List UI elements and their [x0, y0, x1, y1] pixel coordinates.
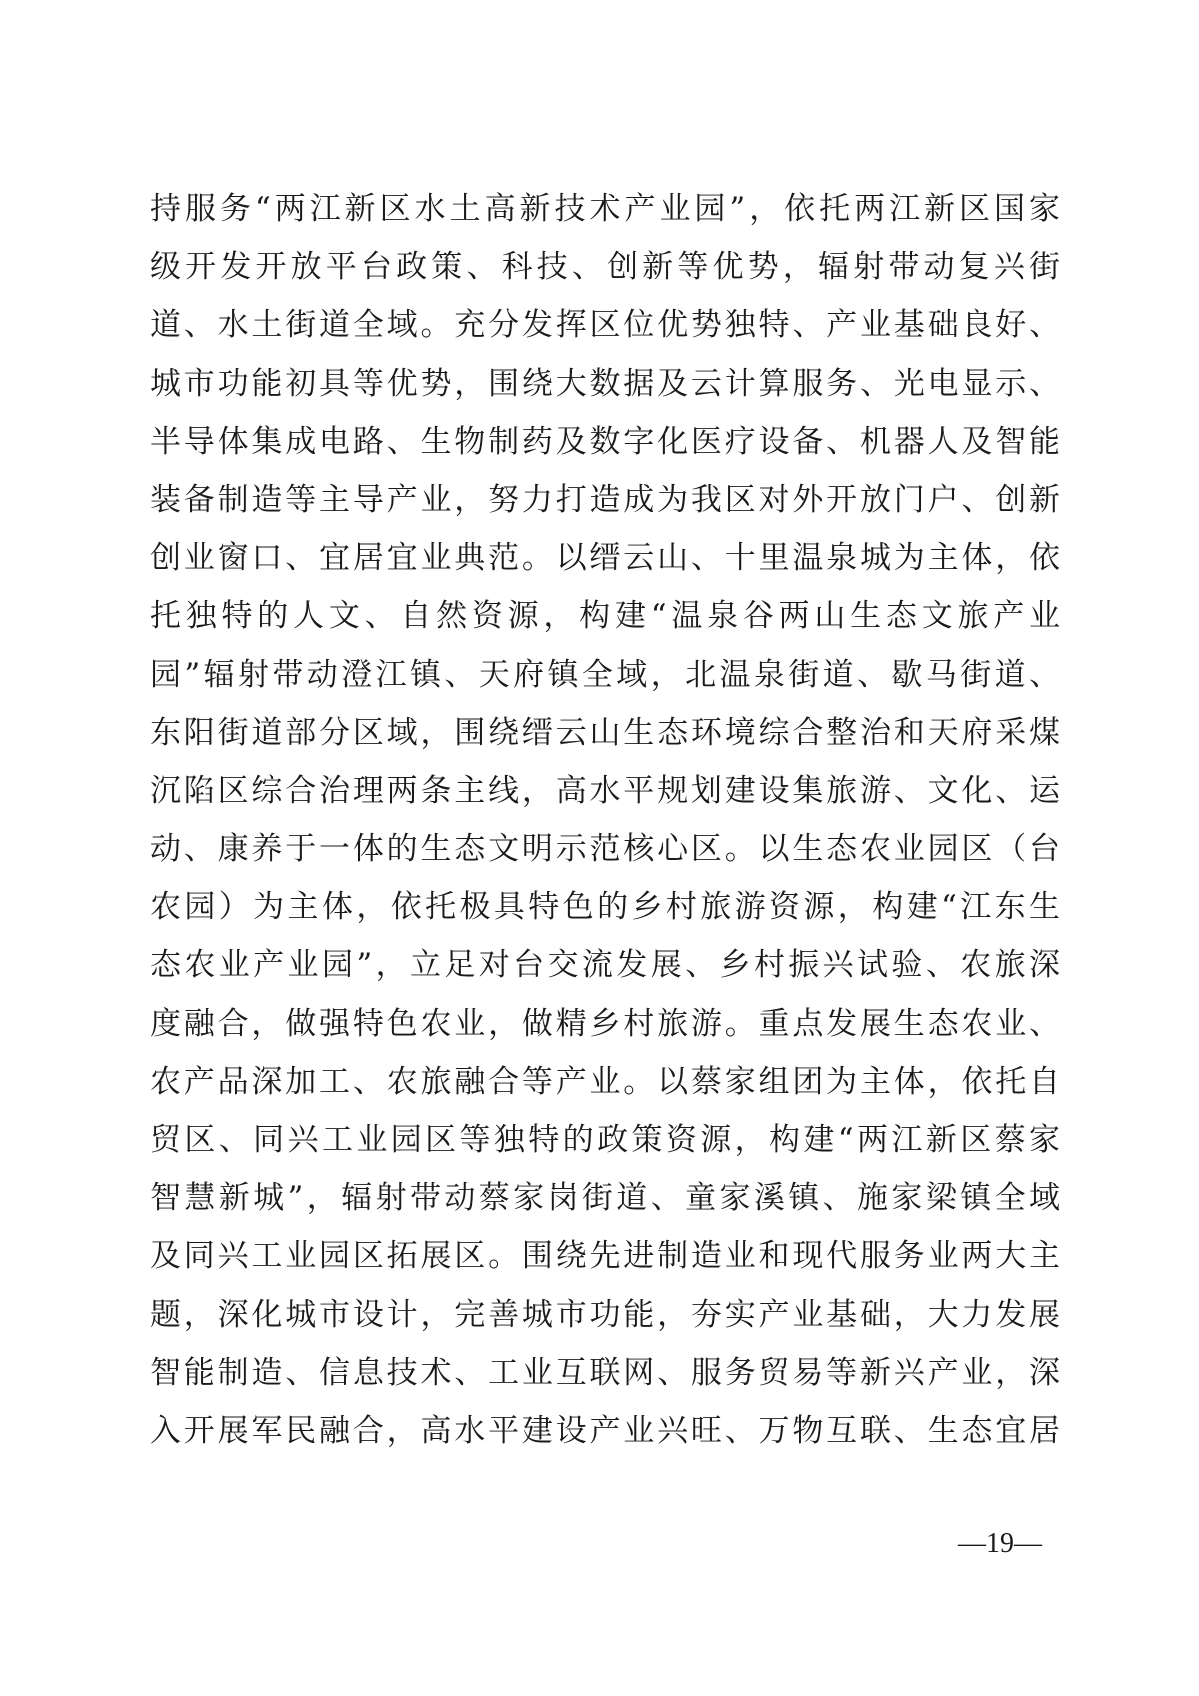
text-line: 级开发开放平台政策、科技、创新等优势，辐射带动复兴街 — [150, 249, 1060, 286]
text-line: 托独特的人文、自然资源，构建“温泉谷两山生态文旅产业 — [150, 598, 1060, 635]
text-line: 沉陷区综合治理两条主线，高水平规划建设集旅游、文化、运 — [150, 772, 1060, 809]
text-line: 持服务“两江新区水土高新技术产业园”，依托两江新区国家 — [150, 191, 1060, 227]
page-number: —19— — [958, 1528, 1042, 1559]
text-line: 动、康养于一体的生态文明示范核心区。以生态农业园区（台 — [150, 831, 1060, 868]
text-line: 态农业产业园”，立足对台交流发展、乡村振兴试验、农旅深 — [150, 947, 1060, 984]
text-line: 装备制造等主导产业，努力打造成为我区对外开放门户、创新 — [150, 481, 1060, 518]
text-line: 贸区、同兴工业园区等独特的政策资源，构建“两江新区蔡家 — [150, 1122, 1060, 1158]
text-line: 及同兴工业园区拓展区。围绕先进制造业和现代服务业两大主 — [150, 1238, 1060, 1275]
text-line: 农产品深加工、农旅融合等产业。以蔡家组团为主体，依托自 — [150, 1063, 1060, 1100]
text-line: 题，深化城市设计，完善城市功能，夯实产业基础，大力发展 — [150, 1296, 1060, 1333]
text-line: 创业窗口、宜居宜业典范。以缙云山、十里温泉城为主体，依 — [150, 540, 1060, 577]
text-line: 度融合，做强特色农业，做精乡村旅游。重点发展生态农业、 — [150, 1005, 1060, 1042]
body-text — [150, 180, 1060, 1460]
text-line: 半导体集成电路、生物制药及数字化医疗设备、机器人及智能 — [150, 423, 1060, 460]
text-line: 道、水土街道全域。充分发挥区位优势独特、产业基础良好、 — [150, 307, 1060, 344]
text-line: 智慧新城”，辐射带动蔡家岗街道、童家溪镇、施家梁镇全域 — [150, 1180, 1060, 1217]
text-line: 城市功能初具等优势，围绕大数据及云计算服务、光电显示、 — [150, 365, 1060, 402]
text-line: 园”辐射带动澄江镇、天府镇全域，北温泉街道、歇马街道、 — [150, 656, 1060, 693]
text-line: 农园）为主体，依托极具特色的乡村旅游资源，构建“江东生 — [150, 889, 1060, 926]
text-line: 东阳街道部分区域，围绕缙云山生态环境综合整治和天府采煤 — [150, 714, 1060, 751]
text-line: 智能制造、信息技术、工业互联网、服务贸易等新兴产业，深 — [150, 1354, 1060, 1391]
text-line: 入开展军民融合，高水平建设产业兴旺、万物互联、生态宜居 — [150, 1412, 1060, 1449]
